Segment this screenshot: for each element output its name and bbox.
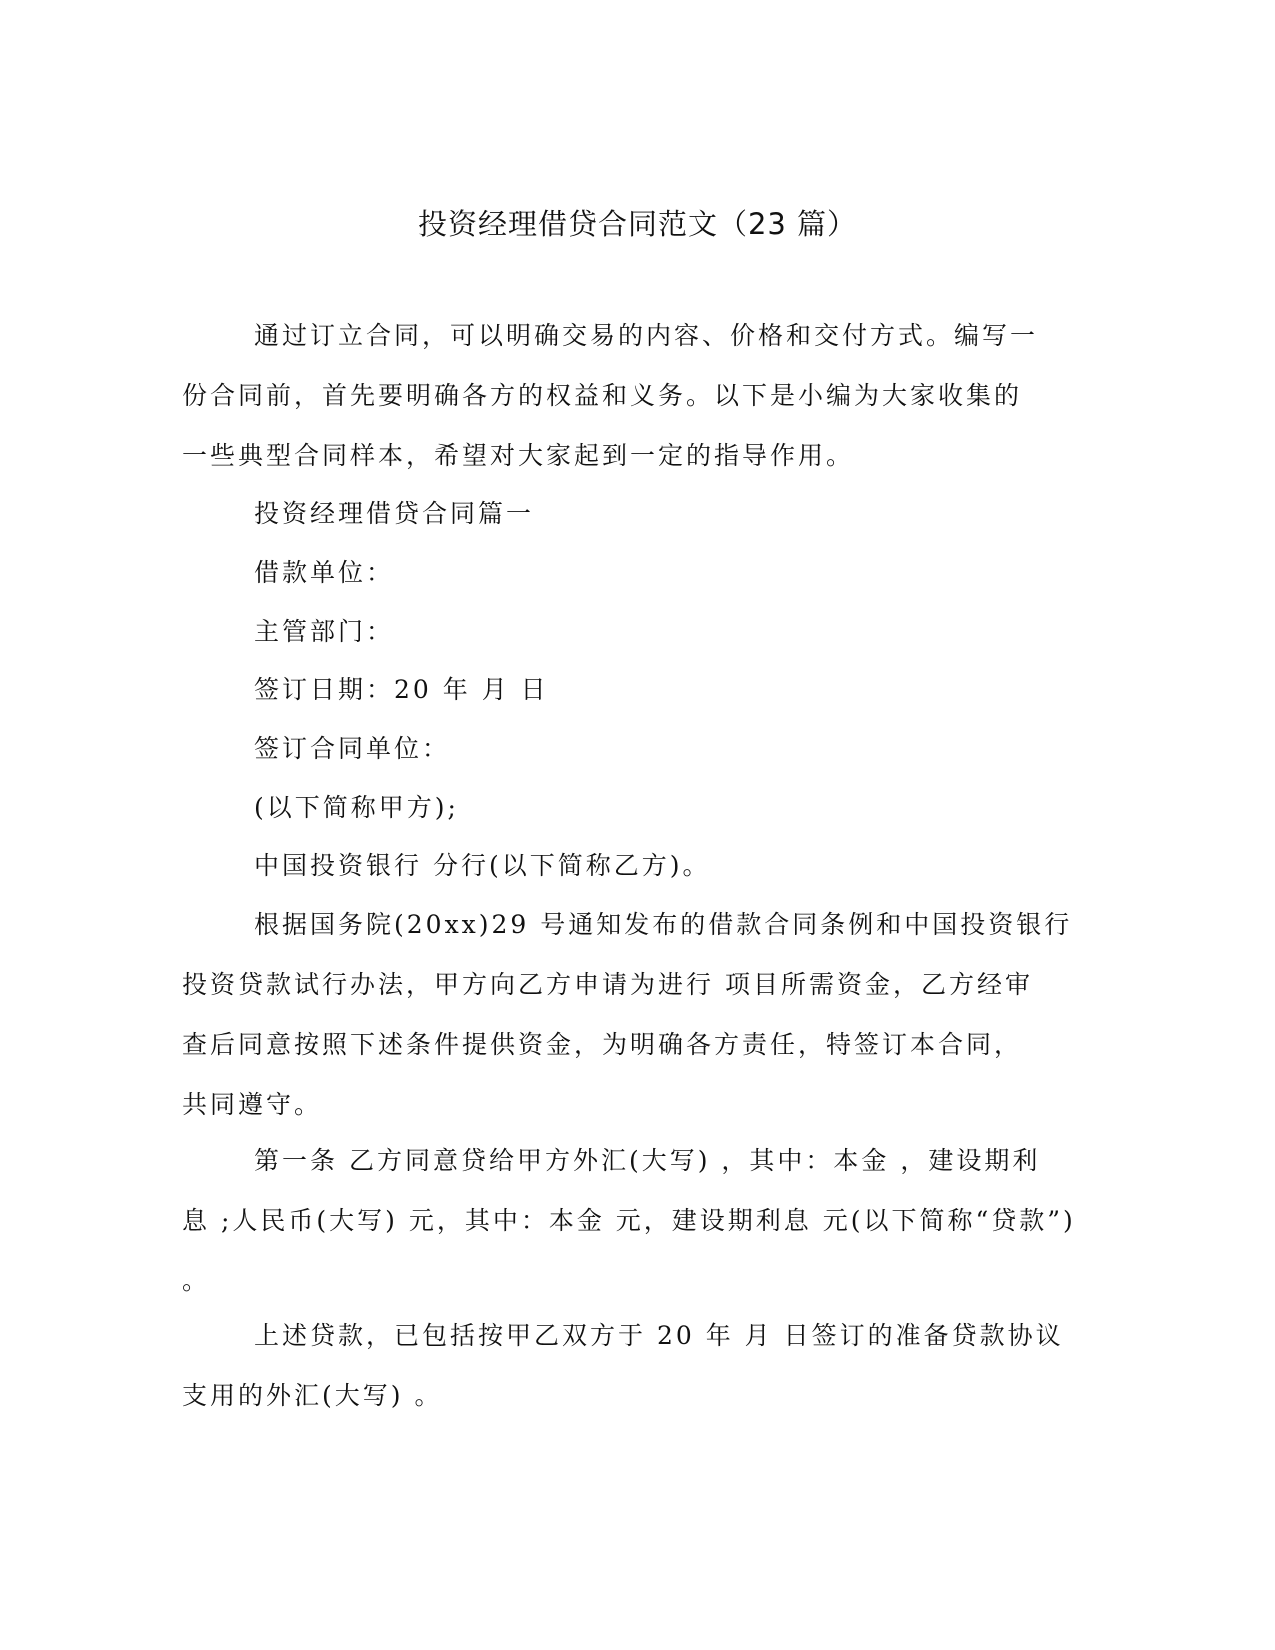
department-field: 主管部门： (254, 617, 395, 646)
loan-note-line: 支用的外汇(大写) 。 (182, 1381, 443, 1410)
borrower-field: 借款单位： (254, 558, 395, 587)
contract-unit-field: 签订合同单位： (254, 734, 451, 763)
basis-line: 查后同意按照下述条件提供资金，为明确各方责任，特签订本合同， (182, 1030, 1023, 1059)
section-heading: 投资经理借贷合同篇一 (254, 499, 535, 528)
article-one-line: 。 (182, 1266, 211, 1295)
loan-note-line: 上述贷款，已包括按甲乙双方于 20 年 月 日签订的准备贷款协议 (254, 1321, 1064, 1350)
article-one-line: 息 ;人民币(大写) 元，其中：本金 元，建设期利息 元(以下简称“贷款”) (182, 1206, 1076, 1235)
intro-line: 一些典型合同样本，希望对大家起到一定的指导作用。 (182, 441, 855, 470)
basis-line: 共同遵守。 (182, 1090, 323, 1119)
signing-date-field: 签订日期：20 年 月 日 (254, 675, 549, 704)
party-b-field: 中国投资银行 分行(以下简称乙方)。 (254, 851, 711, 880)
loan-note-paragraph (182, 1306, 1064, 1426)
intro-paragraph (182, 306, 1042, 486)
article-one-paragraph (182, 1131, 1076, 1311)
document-title: 投资经理借贷合同范文（23 篇） (417, 207, 858, 241)
intro-line: 份合同前，首先要明确各方的权益和义务。以下是小编为大家收集的 (182, 381, 1023, 410)
intro-line: 通过订立合同，可以明确交易的内容、价格和交付方式。编写一 (254, 321, 1039, 350)
basis-paragraph (182, 895, 1073, 1135)
article-one-line: 第一条 乙方同意贷给甲方外汇(大写) ，其中：本金 ，建设期利 (254, 1146, 1041, 1175)
basis-line: 投资贷款试行办法，甲方向乙方申请为进行 项目所需资金，乙方经审 (182, 970, 1033, 999)
party-a-note: (以下简称甲方); (254, 793, 459, 822)
basis-line: 根据国务院(20xx)29 号通知发布的借款合同条例和中国投资银行 (254, 910, 1073, 939)
